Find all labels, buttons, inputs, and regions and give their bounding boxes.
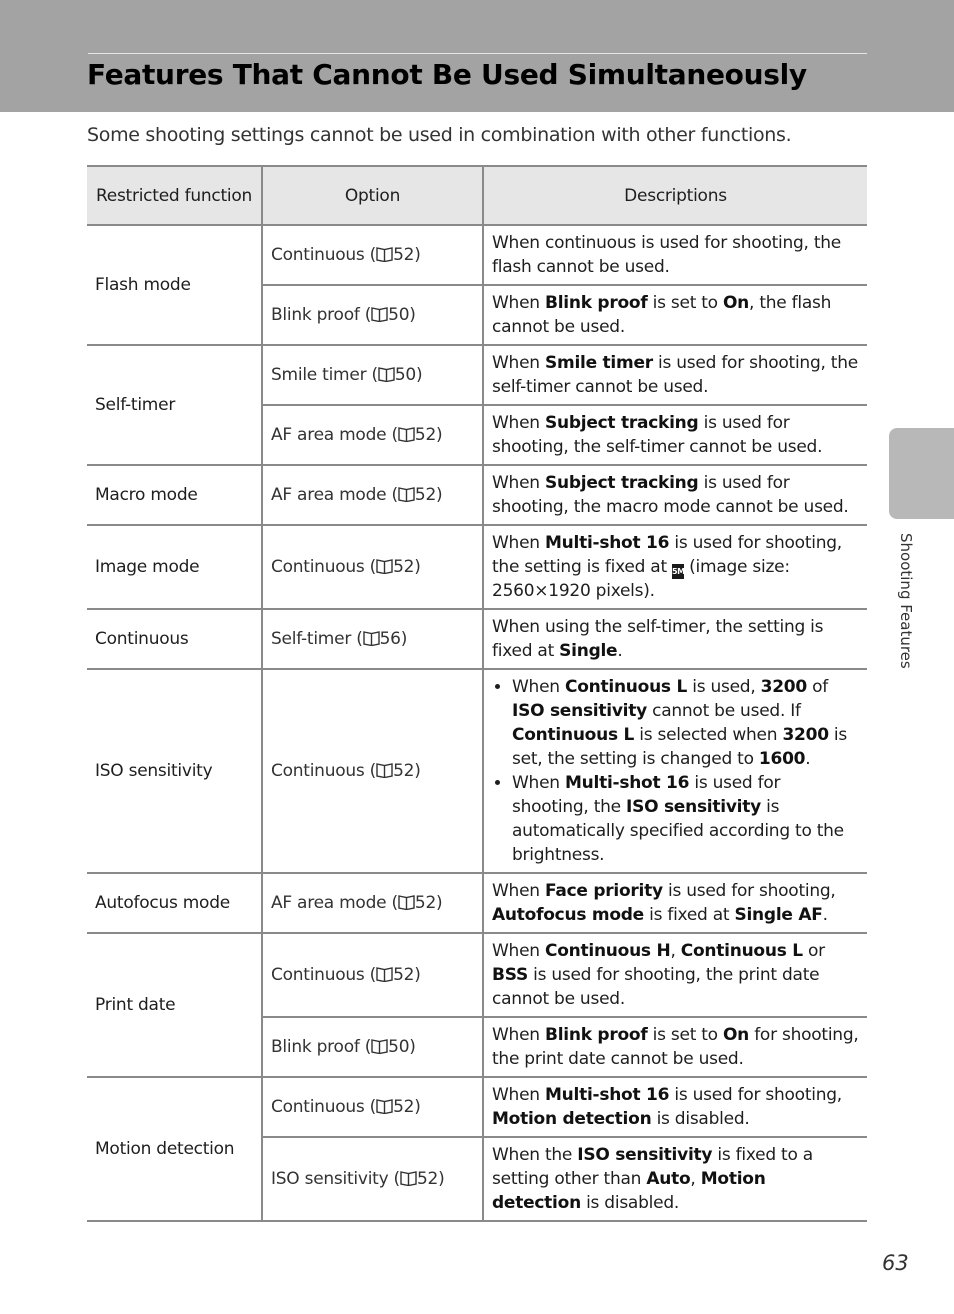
text-run: of [806,677,829,697]
table-row [87,345,867,405]
option-cell [262,345,483,405]
description-cell [483,1017,867,1077]
option-label: Blink proof ( [271,1037,372,1057]
text-run: When [492,941,545,961]
bold-term: 3200 [782,725,829,745]
page-ref: 52) [393,557,421,577]
text-run: is used for shooting, the setting is fixed at [492,533,842,577]
option-label: Smile timer ( [271,365,378,385]
bold-term: ISO sensitivity [577,1145,713,1165]
text-run: . [822,905,828,925]
option-cell [262,225,483,285]
book-reference-icon [398,426,415,442]
option-label: Continuous ( [271,557,377,577]
bold-term: Subject tracking [544,413,699,433]
bold-term: Single AF [734,905,823,925]
option-label: Continuous ( [271,761,377,781]
page-title: Features That Cannot Be Used Simultaneously [87,58,807,91]
option-label: Continuous ( [271,1097,377,1117]
text-run: When [492,1085,545,1105]
text-run: When [492,353,545,373]
text-run: When [512,677,565,697]
text-run: When [492,293,545,313]
bold-term: Multi-shot 16 [544,1085,670,1105]
section-tab-label: Shooting Features [897,533,915,669]
book-reference-icon [398,894,415,910]
text-run: , the flash cannot be used. [492,293,832,337]
text-run: or [802,941,825,961]
text-run: is used for shooting, the self-timer cannot be used. [492,413,823,457]
option-cell [262,669,483,873]
table-row [87,873,867,933]
description-cell [483,669,867,873]
table-row [87,525,867,609]
book-reference-icon [371,306,388,322]
page-ref: 52) [393,965,421,985]
bold-term: 3200 [760,677,807,697]
option-label: AF area mode ( [271,425,398,445]
description-cell [483,1077,867,1137]
list-item [512,675,859,771]
description-cell [483,525,867,609]
description-cell [483,345,867,405]
option-cell [262,609,483,669]
option-label: ISO sensitivity ( [271,1169,400,1189]
description-cell [483,285,867,345]
option-cell [262,873,483,933]
table-row [87,933,867,1017]
header-option: Option [262,166,483,225]
text-run: When [492,413,545,433]
book-reference-icon [376,558,393,574]
bold-term: Multi-shot 16 [564,773,690,793]
option-label: AF area mode ( [271,485,398,505]
text-run: is used for shooting, [669,1085,842,1105]
text-run: is used for shooting, the self-timer cannot be used. [492,353,858,397]
book-reference-icon [376,246,393,262]
text-run: is used for shooting, [662,881,836,901]
book-reference-icon [400,1170,417,1186]
page-ref: 50) [388,305,416,325]
table-row [87,225,867,285]
bold-term: On [722,293,750,313]
page-ref: 52) [414,425,443,445]
list-item [512,771,859,867]
text-run: is used for shooting, the print date cannot be used. [492,965,820,1009]
text-run: is used, [687,677,761,697]
text-run: . [617,641,623,661]
function-cell: Motion detection [87,1077,262,1221]
table-row [87,609,867,669]
book-reference-icon [398,486,415,502]
features-table [87,165,867,1222]
text-run: is fixed to a setting other than [492,1145,813,1189]
option-label: Continuous ( [271,245,377,265]
function-cell: Image mode [87,525,262,609]
bold-term: BSS [492,965,528,985]
text-run: When [492,533,545,553]
function-cell: Macro mode [87,465,262,525]
table-row [87,669,867,873]
text-run: When [492,473,545,493]
bold-term: Blink proof [544,293,648,313]
bold-term: Continuous H [544,941,671,961]
book-reference-icon [378,366,395,382]
text-run: When using the self-timer, the setting is fixed at [492,617,824,661]
bold-term: Motion detection [492,1109,652,1129]
description-cell [483,405,867,465]
function-cell: Autofocus mode [87,873,262,933]
description-cell [483,873,867,933]
intro-text: Some shooting settings cannot be used in combination with other functions. [87,124,792,146]
bold-term: Multi-shot 16 [544,533,670,553]
book-reference-icon [376,966,393,982]
option-cell [262,525,483,609]
page-ref: 52) [414,893,443,913]
bold-term: Autofocus mode [492,905,644,925]
text-run: When the [492,1145,578,1165]
page-ref: 50) [394,365,423,385]
text-run: , [690,1169,701,1189]
text-run: cannot be used. If [646,701,801,721]
table-row [87,1077,867,1137]
image-size-icon: 5M [672,564,684,579]
page-ref: 52) [414,485,443,505]
option-cell [262,285,483,345]
table-header-row [87,166,867,225]
book-reference-icon [376,1098,393,1114]
description-cell [483,1137,867,1221]
bold-term: 1600 [758,749,806,769]
option-label: AF area mode ( [271,893,398,913]
section-tab [889,428,954,519]
bold-term: ISO sensitivity [626,797,761,817]
option-cell [262,1137,483,1221]
bold-term: Auto [646,1169,691,1189]
text-run: is set to [647,1025,723,1045]
header-rule [88,53,867,54]
page-ref: 52) [393,761,421,781]
description-cell [483,225,867,285]
function-cell: ISO sensitivity [87,669,262,873]
bold-term: ISO sensitivity [512,701,647,721]
text-run: When [512,773,565,793]
bold-term: Single [559,641,618,661]
text-run: (image size: 2560×1920 pixels). [492,557,790,601]
book-reference-icon [363,630,380,646]
bold-term: Continuous L [512,725,635,745]
text-run: . [805,749,811,769]
text-run: is used for shooting, the macro mode cannot be used. [492,473,849,517]
option-label: Continuous ( [271,965,377,985]
text-run: When [492,1025,545,1045]
page-ref: 52) [416,1169,445,1189]
option-cell [262,933,483,1017]
option-cell [262,405,483,465]
page-ref: 56) [379,629,408,649]
option-cell [262,1017,483,1077]
header-band [0,0,954,112]
text-run: is fixed at [643,905,735,925]
text-run: is used for shooting, the [512,773,781,817]
text-run: is automatically specified according to the brightness. [512,797,844,865]
header-descriptions: Descriptions [483,166,867,225]
function-cell: Self-timer [87,345,262,465]
text-run: for shooting, the print date cannot be used. [492,1025,859,1069]
book-reference-icon [376,762,393,778]
text-run: When continuous is used for shooting, the flash cannot be used. [492,233,842,277]
page-number: 63 [882,1251,909,1275]
description-cell [483,465,867,525]
bold-term: Face priority [544,881,663,901]
page-ref: 52) [393,245,421,265]
bold-term: Blink proof [544,1025,648,1045]
page-ref: 50) [388,1037,416,1057]
bold-term: Motion detection [492,1169,766,1213]
description-cell [483,933,867,1017]
option-label: Blink proof ( [271,305,372,325]
bold-term: Subject tracking [544,473,699,493]
text-run: is disabled. [651,1109,750,1129]
description-cell [483,609,867,669]
function-cell: Continuous [87,609,262,669]
option-cell [262,1077,483,1137]
header-restricted-function: Restricted function [87,166,262,225]
table-row [87,465,867,525]
option-cell [262,465,483,525]
text-run: When [492,881,545,901]
option-label: Self-timer ( [271,629,363,649]
bold-term: Smile timer [544,353,653,373]
text-run: , [670,941,681,961]
text-run: is disabled. [580,1193,680,1213]
function-cell: Print date [87,933,262,1077]
function-cell: Flash mode [87,225,262,345]
text-run: is selected when [634,725,783,745]
text-run: is set to [647,293,723,313]
text-run: is set, the setting is changed to [512,725,848,769]
bullet-list [492,675,859,867]
bold-term: Continuous L [680,941,803,961]
bold-term: On [722,1025,750,1045]
book-reference-icon [371,1038,388,1054]
bold-term: Continuous L [564,677,688,697]
page-ref: 52) [393,1097,421,1117]
